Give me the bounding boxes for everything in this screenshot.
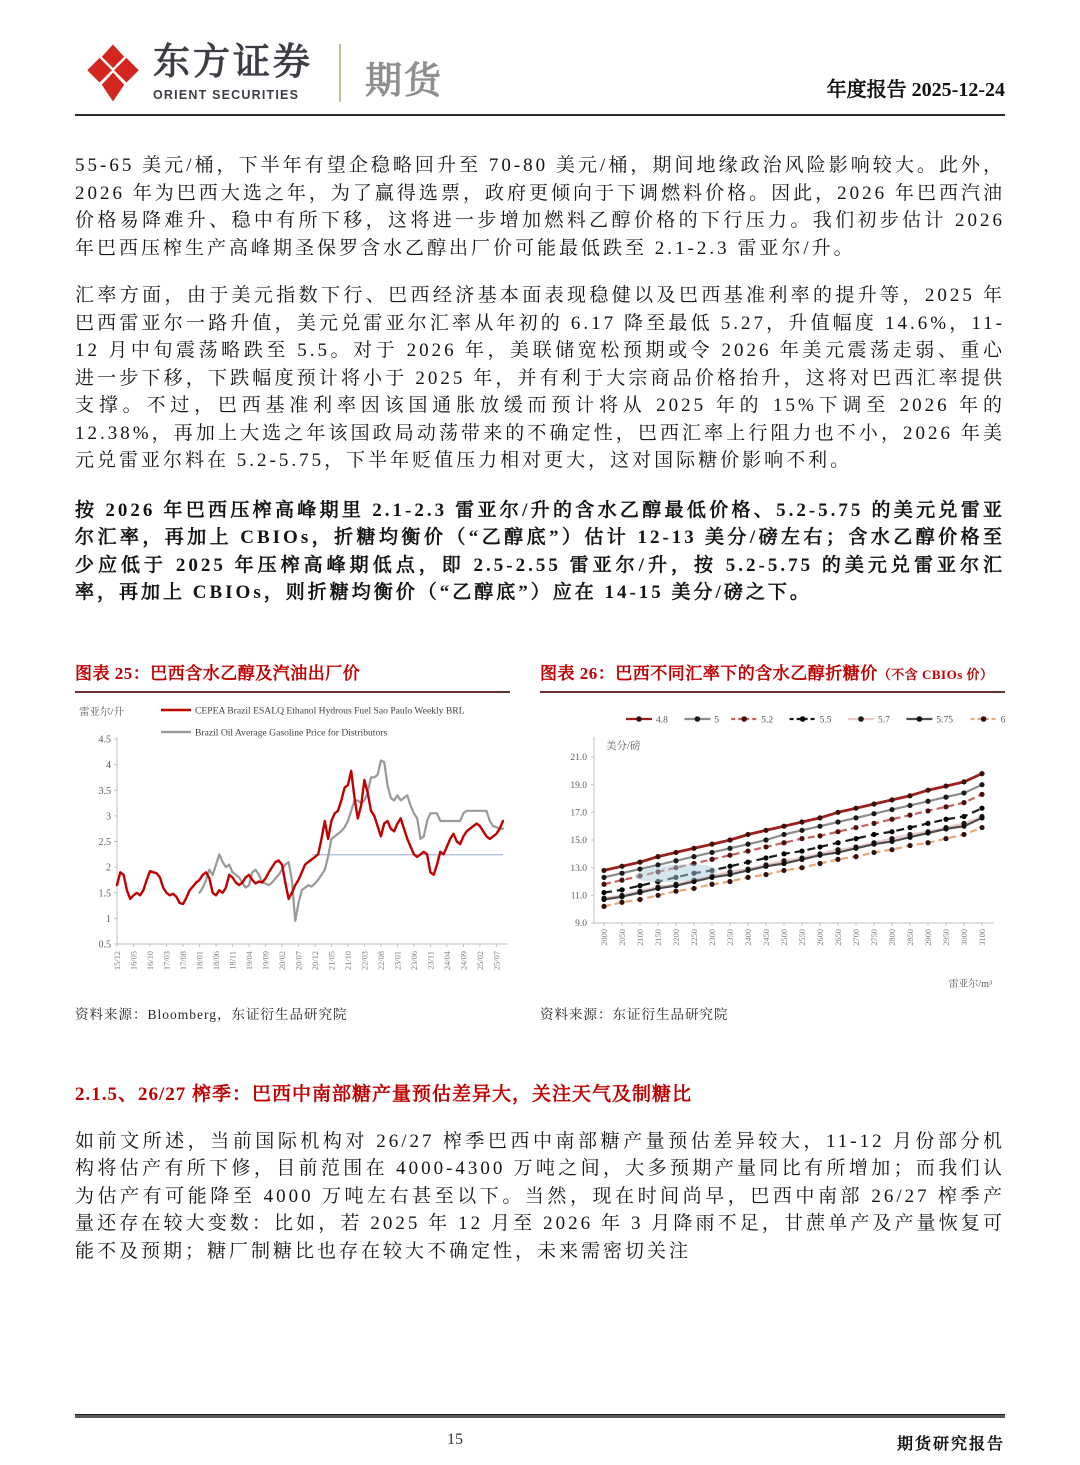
figure26-block bbox=[540, 659, 1005, 1023]
figure26-title-rule bbox=[540, 691, 1005, 693]
svg-text:3000: 3000 bbox=[960, 928, 970, 946]
svg-text:19/04: 19/04 bbox=[245, 950, 255, 970]
footer-row bbox=[75, 1431, 1005, 1453]
svg-text:5.7: 5.7 bbox=[878, 715, 890, 725]
svg-text:21.0: 21.0 bbox=[570, 752, 587, 763]
report-footer bbox=[75, 1414, 1005, 1453]
svg-text:2700: 2700 bbox=[852, 928, 862, 946]
svg-text:美分/磅: 美分/磅 bbox=[606, 740, 641, 752]
report-header bbox=[85, 42, 1005, 104]
svg-text:21/10: 21/10 bbox=[344, 950, 354, 970]
svg-text:1: 1 bbox=[106, 913, 111, 925]
svg-text:2: 2 bbox=[106, 862, 111, 874]
svg-text:2550: 2550 bbox=[798, 928, 808, 946]
svg-text:2100: 2100 bbox=[636, 928, 646, 946]
svg-text:20/12: 20/12 bbox=[311, 950, 321, 970]
svg-text:18/01: 18/01 bbox=[195, 950, 205, 970]
figure26-source: 资料来源：东证衍生品研究院 bbox=[540, 1006, 729, 1022]
svg-text:雷亚尔/升: 雷亚尔/升 bbox=[79, 706, 124, 718]
figures-row bbox=[75, 659, 1005, 1023]
brand-names bbox=[153, 42, 313, 102]
svg-text:24/09: 24/09 bbox=[459, 950, 469, 970]
svg-text:2650: 2650 bbox=[834, 928, 844, 946]
svg-text:2150: 2150 bbox=[654, 928, 664, 946]
svg-text:4.5: 4.5 bbox=[98, 734, 111, 745]
paragraph-oil-price: 55-65 美元/桶，下半年有望企稳略回升至 70-80 美元/桶，期间地缘政治风险影响较大。此外，2026 年为巴西大选之年，为了赢得选票，政府更倾向于下调燃料价格。因此，2026 年巴西汽油价格易降难升、稳中有所下移，这将进一步增加燃料乙醇价格的下行压力。我们初步估计 2026 年巴西压榨生产高峰期圣保罗含水乙醇出厂价可能最低跌至 2.1-2.3 雷亚尔/升。 bbox=[75, 155, 1005, 259]
svg-text:5.5: 5.5 bbox=[819, 715, 832, 725]
svg-text:17/08: 17/08 bbox=[179, 950, 189, 970]
paragraph-production-estimate: 如前文所述，当前国际机构对 26/27 榨季巴西中南部糖产量预估差异较大，11-12 月份部分机构将估产有所下修，目前范围在 4000-4300 万吨之间，大多预期产量同比有所增加；而我们认为估产有可能降至 4000 万吨左右甚至以下。当然，现在时间尚早，巴西中南部 26/27 榨季产量还存在较大变数：比如，若 2025 年 12 月至 2026 年 3 月降雨不足，甘蔗单产及产量恢复可能不及预期；糖厂制糖比也存在较大不确定性，未来需密切关注 bbox=[75, 1130, 1005, 1262]
svg-text:15.0: 15.0 bbox=[570, 835, 587, 846]
svg-text:3.5: 3.5 bbox=[98, 785, 111, 797]
svg-text:22/08: 22/08 bbox=[377, 950, 387, 970]
svg-text:2.5: 2.5 bbox=[98, 836, 111, 848]
brand-name-en: ORIENT SECURITIES bbox=[153, 88, 300, 102]
brand-divider bbox=[339, 44, 341, 102]
svg-text:2200: 2200 bbox=[672, 928, 682, 946]
svg-text:5.75: 5.75 bbox=[936, 715, 954, 725]
orient-securities-logo-icon bbox=[85, 42, 141, 104]
svg-text:25/02: 25/02 bbox=[476, 950, 486, 970]
svg-text:2500: 2500 bbox=[780, 928, 790, 946]
svg-text:2400: 2400 bbox=[744, 928, 754, 946]
svg-text:18/06: 18/06 bbox=[212, 950, 222, 970]
svg-text:雷亚尔/m³: 雷亚尔/m³ bbox=[948, 978, 992, 990]
svg-text:25/07: 25/07 bbox=[492, 950, 502, 970]
svg-text:2750: 2750 bbox=[870, 928, 880, 946]
footer-rule bbox=[75, 1414, 1005, 1418]
report-type-date: 年度报告 2025-12-24 bbox=[826, 79, 1005, 101]
svg-text:2900: 2900 bbox=[924, 928, 934, 946]
svg-text:23/06: 23/06 bbox=[410, 950, 420, 970]
figure25-chart bbox=[75, 699, 510, 1001]
svg-text:20/02: 20/02 bbox=[278, 950, 288, 970]
svg-text:0.5: 0.5 bbox=[98, 939, 111, 950]
svg-text:23/11: 23/11 bbox=[426, 950, 436, 970]
svg-text:20/07: 20/07 bbox=[294, 950, 304, 970]
svg-text:2600: 2600 bbox=[816, 928, 826, 946]
svg-text:5: 5 bbox=[714, 715, 720, 725]
svg-text:23/01: 23/01 bbox=[393, 950, 403, 970]
header-rule bbox=[75, 114, 1005, 116]
figure25-source: 资料来源：Bloomberg，东证衍生品研究院 bbox=[75, 1006, 348, 1022]
svg-text:13.0: 13.0 bbox=[570, 863, 587, 874]
svg-text:2350: 2350 bbox=[726, 928, 736, 946]
figure26-title-main: 图表 26：巴西不同汇率下的含水乙醇折糖价 bbox=[540, 663, 878, 683]
svg-text:2250: 2250 bbox=[690, 928, 700, 946]
svg-text:2300: 2300 bbox=[708, 928, 718, 946]
svg-text:4.8: 4.8 bbox=[656, 715, 668, 725]
svg-text:4: 4 bbox=[106, 759, 111, 771]
svg-text:16/10: 16/10 bbox=[146, 950, 156, 970]
section-heading-2-1-5: 2.1.5、26/27 榨季：巴西中南部糖产量预估差异大，关注天气及制糖比 bbox=[75, 1083, 693, 1105]
paragraph-ethanol-floor-bold: 按 2026 年巴西压榨高峰期里 2.1-2.3 雷亚尔/升的含水乙醇最低价格、5.2-5.75 的美元兑雷亚尔汇率，再加上 CBIOs，折糖均衡价（“乙醇底”）估计 12-13 美分/磅左右；含水乙醇价格至少应低于 2025 年压榨高峰期低点，即 2.5-2.55 雷亚尔/升，按 5.2-5.75 的美元兑雷亚尔汇率，再加上 CBIOs，则折糖均衡价（“乙醇底”）应在 14-15 美分/磅之下。 bbox=[75, 499, 1005, 603]
figure26-title bbox=[540, 659, 1005, 684]
page-number: 15 bbox=[447, 1431, 463, 1448]
svg-text:24/04: 24/04 bbox=[443, 950, 453, 970]
svg-text:1.5: 1.5 bbox=[98, 887, 111, 899]
footer-report-label: 期货研究报告 bbox=[896, 1436, 1005, 1453]
paragraph-exchange-rate: 汇率方面，由于美元指数下行、巴西经济基本面表现稳健以及巴西基准利率的提升等，2025 年巴西雷亚尔一路升值，美元兑雷亚尔汇率从年初的 6.17 降至最低 5.27，升值幅度 14.6%，11-12 月中旬震荡略跌至 5.5。对于 2026 年，美联储宽松预期或令 2026 年美元震荡走弱、重心进一步下移，下跌幅度预计将小于 2025 年，并有利于大宗商品价格抬升，这将对巴西汇率提供支撑。不过，巴西基准利率因该国通胀放缓而预计将从 2025 年的 15%下调至 2026 年的 12.38%，再加上大选之年该国政局动荡带来的不确定性，巴西汇率上行阻力也不小，2026 年美元兑雷亚尔料在 5.2-5.75，下半年贬值压力相对更大，这对国际糖价影响不利。 bbox=[75, 285, 1005, 471]
figure25-block bbox=[75, 659, 510, 1023]
figure26-chart bbox=[540, 699, 1005, 1001]
svg-text:6: 6 bbox=[1000, 715, 1005, 725]
svg-text:2800: 2800 bbox=[888, 928, 898, 946]
svg-text:18/11: 18/11 bbox=[228, 950, 238, 970]
brand-block bbox=[85, 42, 443, 104]
svg-text:21/05: 21/05 bbox=[327, 950, 337, 970]
svg-text:17/03: 17/03 bbox=[162, 950, 172, 970]
brand-name-cn: 东方证券 bbox=[153, 41, 313, 82]
svg-text:5.2: 5.2 bbox=[761, 715, 774, 725]
svg-text:2850: 2850 bbox=[906, 928, 916, 946]
svg-text:11.0: 11.0 bbox=[570, 891, 587, 902]
brand-department: 期货 bbox=[365, 60, 443, 101]
svg-text:17.0: 17.0 bbox=[570, 808, 587, 819]
report-body bbox=[75, 152, 1005, 1265]
svg-text:9.0: 9.0 bbox=[575, 918, 587, 929]
svg-text:2950: 2950 bbox=[942, 928, 952, 946]
svg-text:22/03: 22/03 bbox=[360, 950, 370, 970]
svg-text:3: 3 bbox=[106, 810, 111, 822]
svg-text:2050: 2050 bbox=[618, 928, 628, 946]
figure26-title-note: （不含 CBIOs 价） bbox=[877, 666, 994, 682]
svg-text:16/05: 16/05 bbox=[129, 950, 139, 970]
figure25-title-rule bbox=[75, 691, 510, 693]
svg-text:2450: 2450 bbox=[762, 928, 772, 946]
svg-text:2000: 2000 bbox=[600, 928, 610, 946]
svg-text:3100: 3100 bbox=[978, 928, 988, 946]
figure25-title: 图表 25：巴西含水乙醇及汽油出厂价 bbox=[75, 663, 361, 683]
svg-text:19/09: 19/09 bbox=[261, 950, 271, 970]
svg-text:15/12: 15/12 bbox=[113, 950, 123, 970]
svg-text:19.0: 19.0 bbox=[570, 780, 587, 791]
svg-text:CEPEA Brazil ESALQ Ethanol Hyd: CEPEA Brazil ESALQ Ethanol Hydrous Fuel Sao Paulo Weekly BRL bbox=[195, 705, 465, 716]
svg-text:Brazil Oil Average Gasoline Pr: Brazil Oil Average Gasoline Price for Distributors bbox=[195, 727, 388, 738]
